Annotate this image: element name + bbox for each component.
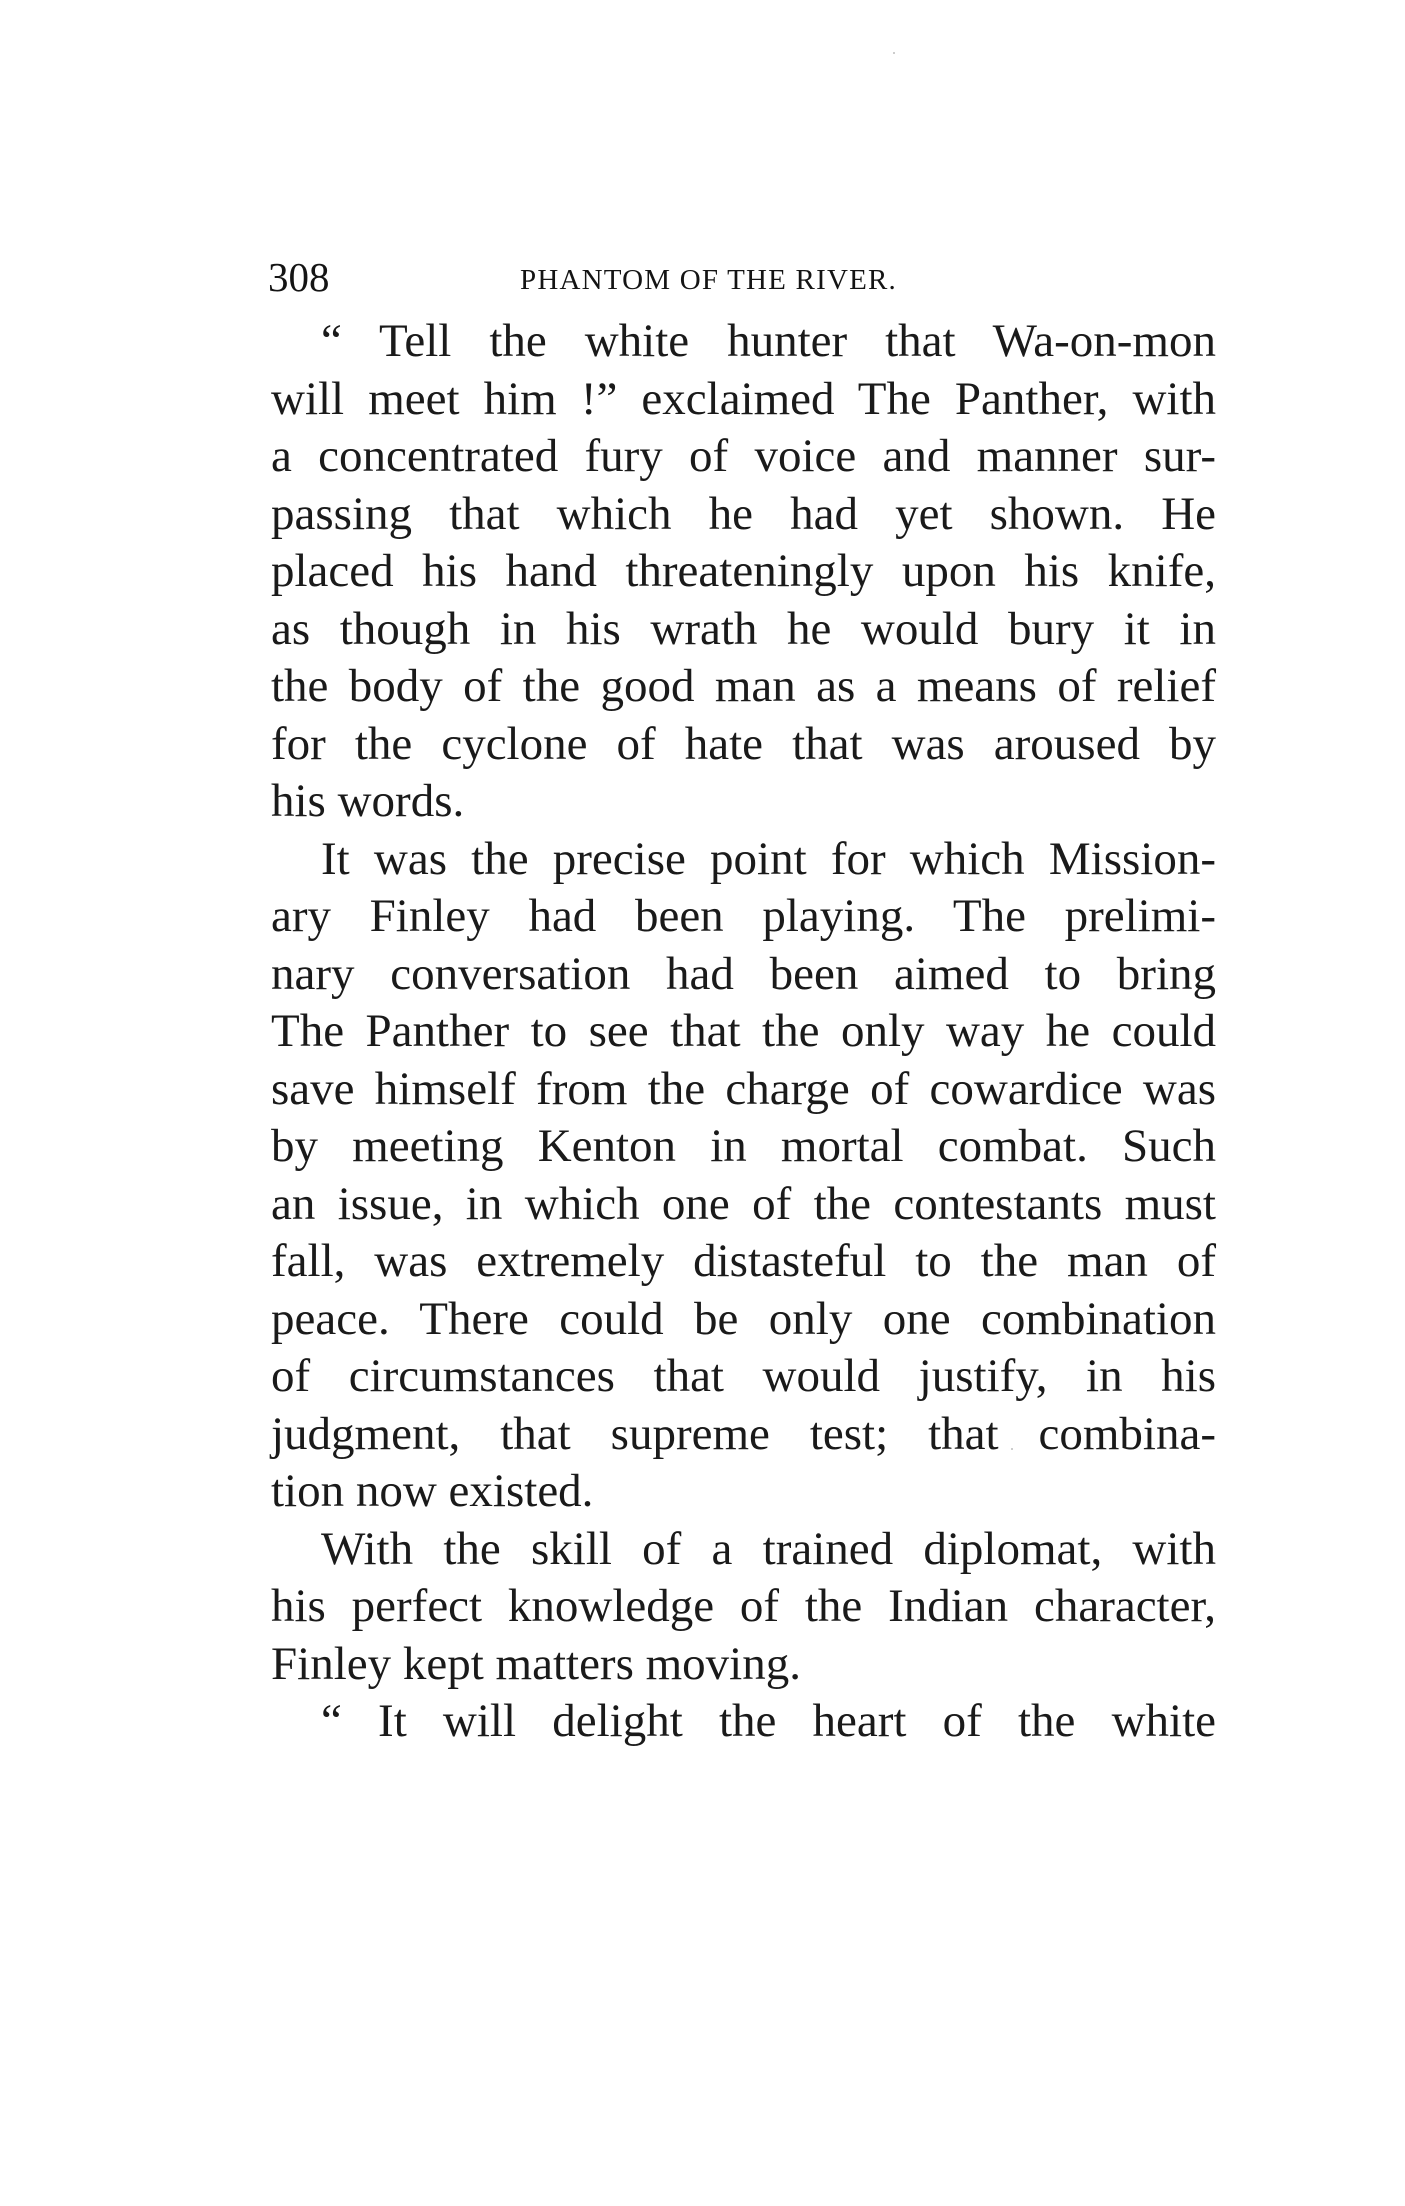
text-line: as though in his wrath he would bury it in (271, 602, 1216, 655)
text-line: of circumstances that would justify, in his (271, 1350, 1216, 1402)
text-line: by meeting Kenton in mortal combat. Such (271, 1120, 1216, 1172)
text-line: fall, was extremely distasteful to the man of (271, 1235, 1216, 1287)
page-header (268, 252, 1218, 302)
text-line: ary Finley had been playing. The prelimi- (271, 890, 1216, 942)
running-head: PHANTOM OF THE RIVER. (520, 264, 897, 296)
text-line: passing that which he had yet shown. He (271, 487, 1216, 540)
text-line: an issue, in which one of the contestants must (271, 1177, 1216, 1230)
text-line: the body of the good man as a means of relief (271, 660, 1216, 712)
text-line: judgment, that supreme test; that combina- (271, 1407, 1216, 1460)
paragraph (271, 1693, 1216, 1751)
paragraph (271, 831, 1216, 1521)
paragraph (271, 313, 1216, 831)
text-line: tion now existed. (271, 1465, 594, 1517)
page-number: 308 (268, 254, 330, 300)
body-text (271, 313, 1216, 1751)
text-line: “ It will delight the heart of the white (321, 1695, 1216, 1747)
text-line: The Panther to see that the only way he could (271, 1005, 1216, 1057)
text-line: will meet him !” exclaimed The Panther, with (271, 372, 1216, 425)
text-line: nary conversation had been aimed to bring (271, 947, 1216, 1000)
text-line: “ Tell the white hunter that Wa-on-mon (321, 315, 1216, 367)
text-line: placed his hand threateningly upon his knife, (271, 545, 1216, 597)
text-line: a concentrated fury of voice and manner sur- (271, 430, 1216, 482)
text-line: for the cyclone of hate that was aroused by (271, 717, 1216, 770)
text-line: his perfect knowledge of the Indian character, (271, 1580, 1216, 1632)
text-line: With the skill of a trained diplomat, with (321, 1522, 1216, 1575)
paragraph (271, 1521, 1216, 1694)
text-line: his words. (271, 775, 465, 827)
text-line: peace. There could be only one combination (271, 1292, 1216, 1345)
text-line: Finley kept matters moving. (271, 1637, 801, 1690)
text-line: It was the precise point for which Mission- (321, 832, 1216, 885)
text-line: save himself from the charge of cowardice was (271, 1062, 1216, 1115)
paper-speck (893, 52, 895, 54)
